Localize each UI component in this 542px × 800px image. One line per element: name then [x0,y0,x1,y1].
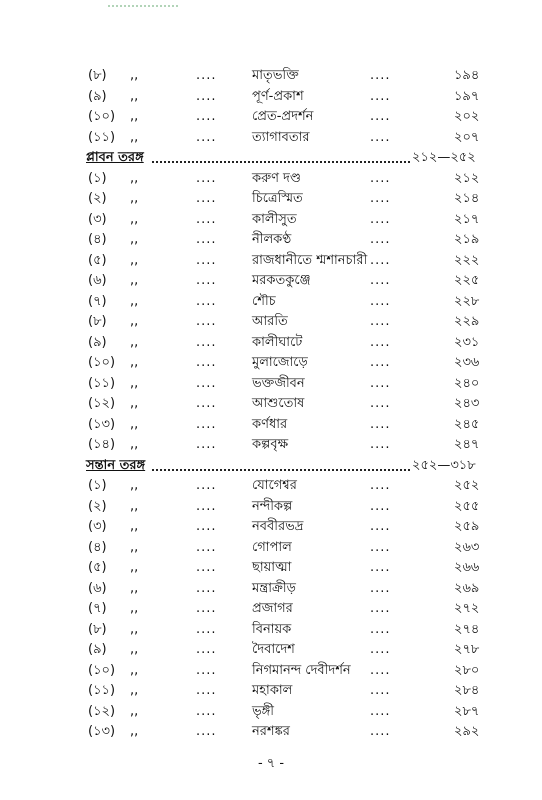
dot-leader: .... [370,478,391,493]
entry-page: ২৮০ [454,662,480,678]
dot-leader: .... [196,293,217,309]
ditto-mark: ,, [130,560,139,575]
entry-number: (৫) [88,560,107,575]
dot-leader: .... [370,211,391,227]
toc-entry [0,579,542,600]
dot-leader: .... [196,416,217,432]
entry-page: ২২২ [454,252,480,268]
entry-number: (১১) [88,683,116,698]
ditto-mark: ,, [130,170,139,186]
toc-entry [0,128,542,149]
entry-title: নীলকণ্ঠ [252,232,292,247]
dot-leader: .... [196,314,217,329]
toc-entry [0,87,542,108]
dot-leader [152,161,410,163]
ditto-mark: ,, [130,642,139,657]
dot-leader: .... [370,334,391,350]
ditto-mark: ,, [130,314,139,329]
entry-number: (৪) [88,539,107,555]
table-of-contents [0,66,542,743]
toc-entry [0,333,542,354]
dot-leader: .... [370,642,391,657]
entry-title: ভক্তজীবন [252,375,305,391]
entry-title: নরশঙ্কর [252,724,290,739]
entry-page: ২১২ [454,170,480,186]
entry-title: রাজধানীতে শ্মশানচারী [252,252,368,268]
entry-title: মহাকাল [252,683,293,698]
toc-entry [0,476,542,497]
dot-leader: .... [196,355,217,370]
ditto-mark: ,, [130,68,139,83]
toc-entry [0,271,542,292]
entry-page: ২৮৪ [454,683,480,698]
dot-leader: .... [370,88,391,104]
toc-entry [0,210,542,231]
dot-leader: .... [196,519,217,534]
toc-entry [0,169,542,190]
entry-number: (৮) [88,68,107,83]
entry-number: (১০) [88,355,116,370]
section-page-range: ২৫২—৩১৮ [412,457,476,473]
dot-leader: .... [370,416,391,432]
toc-entry [0,189,542,210]
entry-title: পূর্ণ-প্রকাশ [252,88,304,104]
entry-title: ত্যাগাবতার [252,129,310,145]
entry-title: কর্ণধার [252,416,288,432]
entry-page: ২৩৬ [454,355,480,370]
entry-number: (৯) [88,88,107,104]
dot-leader: .... [370,396,391,411]
dot-leader: .... [370,519,391,534]
entry-number: (৭) [88,601,107,616]
entry-title: ভৃঙ্গী [252,703,275,719]
dot-leader: .... [370,621,391,637]
entry-page: ২২৫ [454,273,480,288]
ditto-mark: ,, [130,88,139,104]
ditto-mark: ,, [130,396,139,411]
entry-number: (১১) [88,375,116,391]
entry-number: (১১) [88,129,116,145]
dot-leader: .... [196,703,217,719]
entry-title: যোগেশ্বর [252,478,297,493]
entry-title: নন্দীকল্প [252,498,293,514]
dot-leader: .... [196,580,217,596]
dot-leader: .... [370,314,391,329]
ditto-mark: ,, [130,498,139,514]
ditto-mark: ,, [130,621,139,637]
ditto-mark: ,, [130,437,139,452]
entry-number: (৯) [88,334,107,350]
entry-number: (১) [88,170,107,186]
entry-title: মুলাজোড়ে [252,355,308,370]
dot-leader: .... [196,539,217,555]
dot-leader: .... [370,109,391,124]
entry-title: কালীসুত [252,211,297,227]
dot-leader: .... [370,170,391,186]
entry-page: ২৪৫ [454,416,480,432]
toc-entry [0,415,542,436]
entry-page: ২৪৭ [454,437,480,452]
ditto-mark: ,, [130,416,139,432]
toc-entry [0,230,542,251]
dot-leader: .... [370,601,391,616]
toc-entry [0,251,542,272]
dot-leader: .... [196,252,217,268]
section-page-range: ২১২—২৫২ [412,150,476,165]
entry-number: (৫) [88,252,107,268]
toc-entry [0,312,542,333]
ditto-mark: ,, [130,355,139,370]
ditto-mark: ,, [130,232,139,247]
toc-entry [0,394,542,415]
dot-leader: .... [370,539,391,555]
entry-number: (১০) [88,109,116,124]
toc-entry [0,681,542,702]
entry-page: ২৫৯ [454,519,480,534]
dot-leader: .... [370,662,391,678]
dot-leader: .... [370,703,391,719]
entry-number: (২) [88,191,107,206]
entry-number: (৮) [88,621,107,637]
entry-title: প্রজাগর [252,601,293,616]
toc-entry [0,497,542,518]
entry-title: নিগমানন্দ দেবীদর্শন [252,662,351,678]
toc-entry [0,435,542,456]
toc-entry [0,702,542,723]
entry-title: মরকতকুঞ্জে [252,273,311,288]
entry-number: (৭) [88,293,107,309]
entry-number: (১৩) [88,416,116,432]
entry-number: (৬) [88,580,107,596]
entry-page: ২২৯ [454,314,480,329]
ditto-mark: ,, [130,601,139,616]
toc-entry [0,538,542,559]
section-heading: সন্তান তরঙ্গ [86,457,146,473]
dot-leader: .... [370,437,391,452]
entry-number: (১৩) [88,724,116,739]
entry-page: ২১৪ [454,191,480,206]
toc-entry [0,517,542,538]
dot-leader: .... [370,724,391,739]
entry-page: ২৭২ [454,601,480,616]
entry-page: ২৭৪ [454,621,480,637]
entry-number: (৬) [88,273,107,288]
dot-leader: .... [196,273,217,288]
dot-leader: .... [196,642,217,657]
ditto-mark: ,, [130,703,139,719]
entry-page: ২৫২ [454,478,480,493]
dot-leader: .... [370,252,391,268]
entry-page: ২০২ [454,109,480,124]
dot-leader: .... [196,211,217,227]
dot-leader: .... [196,375,217,391]
entry-number: (৩) [88,519,107,534]
section-heading: প্লাবন তরঙ্গ [86,150,144,165]
dot-leader: .... [196,478,217,493]
ditto-mark: ,, [130,375,139,391]
dot-leader: .... [196,437,217,452]
entry-page: ২৬৬ [454,560,480,575]
ditto-mark: ,, [130,211,139,227]
entry-page: ২৬৯ [454,580,480,596]
entry-title: করুণ দণ্ড [252,170,301,186]
dot-leader: .... [196,498,217,514]
entry-page: ১৯৪ [454,68,480,83]
dot-leader: .... [196,191,217,206]
entry-number: (২) [88,498,107,514]
toc-entry [0,599,542,620]
toc-entry [0,66,542,87]
entry-number: (১) [88,478,107,493]
entry-title: ছায়াত্মা [252,560,292,575]
dot-leader: .... [196,683,217,698]
entry-title: প্রেত-প্রদর্শন [252,109,314,124]
dot-leader: .... [196,170,217,186]
entry-number: (১৪) [88,437,116,452]
entry-title: মন্ত্রাক্রীড় [252,580,296,596]
entry-title: দৈবাদেশ [252,642,295,657]
section-heading-row [0,148,542,169]
section-heading-row [0,456,542,477]
dot-leader: .... [370,683,391,698]
entry-title: মাতৃভক্তি [252,68,299,83]
dot-leader: .... [196,232,217,247]
dot-leader: .... [370,498,391,514]
dot-leader: .... [196,88,217,104]
dot-leader: .... [370,375,391,391]
toc-entry [0,558,542,579]
entry-title: কালীঘাটে [252,334,303,350]
entry-number: (৩) [88,211,107,227]
dot-leader: .... [370,232,391,247]
entry-page: ২৭৮ [454,642,480,657]
toc-entry [0,620,542,641]
toc-entry [0,640,542,661]
entry-page: ১৯৭ [454,88,480,104]
ditto-mark: ,, [130,191,139,206]
ditto-mark: ,, [130,539,139,555]
entry-title: বিনায়ক [252,621,292,637]
ditto-mark: ,, [130,293,139,309]
dot-leader: .... [196,724,217,739]
entry-title: নববীরভদ্র [252,519,304,534]
entry-page: ২৩১ [454,334,480,350]
ditto-mark: ,, [130,273,139,288]
entry-title: চিত্রেস্মিত [252,191,303,206]
dot-leader [152,469,410,471]
entry-title: আরতি [252,314,288,329]
ditto-mark: ,, [130,580,139,596]
ditto-mark: ,, [130,519,139,534]
dot-leader: .... [370,355,391,370]
dot-leader: .... [370,191,391,206]
dot-leader: .... [196,396,217,411]
scan-mark [108,0,178,7]
ditto-mark: ,, [130,252,139,268]
dot-leader: .... [196,334,217,350]
entry-number: (১২) [88,396,116,411]
entry-page: ২১৯ [454,232,480,247]
entry-page: ২৪০ [454,375,480,391]
dot-leader: .... [370,293,391,309]
ditto-mark: ,, [130,662,139,678]
dot-leader: .... [196,129,217,145]
entry-page: ২৮৭ [454,703,480,719]
entry-page: ২২৮ [454,293,480,309]
entry-number: (৮) [88,314,107,329]
dot-leader: .... [196,109,217,124]
entry-title: কল্পবৃক্ষ [252,437,289,452]
entry-title: আশুতোষ [252,396,305,411]
dot-leader: .... [370,273,391,288]
entry-number: (১২) [88,703,116,719]
dot-leader: .... [196,662,217,678]
dot-leader: .... [196,560,217,575]
dot-leader: .... [370,68,391,83]
dot-leader: .... [196,621,217,637]
dot-leader: .... [370,580,391,596]
dot-leader: .... [196,68,217,83]
entry-page: ২৬৩ [454,539,480,555]
entry-title: গোপাল [252,539,292,555]
entry-page: ২০৭ [454,129,480,145]
entry-number: (১০) [88,662,116,678]
toc-entry [0,374,542,395]
toc-entry [0,292,542,313]
dot-leader: .... [370,560,391,575]
entry-page: ২১৭ [454,211,480,227]
entry-page: ২৫৫ [454,498,480,514]
ditto-mark: ,, [130,724,139,739]
dot-leader: .... [196,601,217,616]
toc-entry [0,353,542,374]
entry-title: শৌচ [252,293,276,309]
entry-number: (৯) [88,642,107,657]
entry-page: ২৪৩ [454,396,480,411]
ditto-mark: ,, [130,478,139,493]
ditto-mark: ,, [130,109,139,124]
ditto-mark: ,, [130,129,139,145]
toc-entry [0,661,542,682]
toc-entry [0,722,542,743]
entry-page: ২৯২ [454,724,480,739]
page-number: - ৭ - [257,756,285,771]
dot-leader: .... [370,129,391,145]
ditto-mark: ,, [130,334,139,350]
toc-entry [0,107,542,128]
ditto-mark: ,, [130,683,139,698]
entry-number: (৪) [88,232,107,247]
